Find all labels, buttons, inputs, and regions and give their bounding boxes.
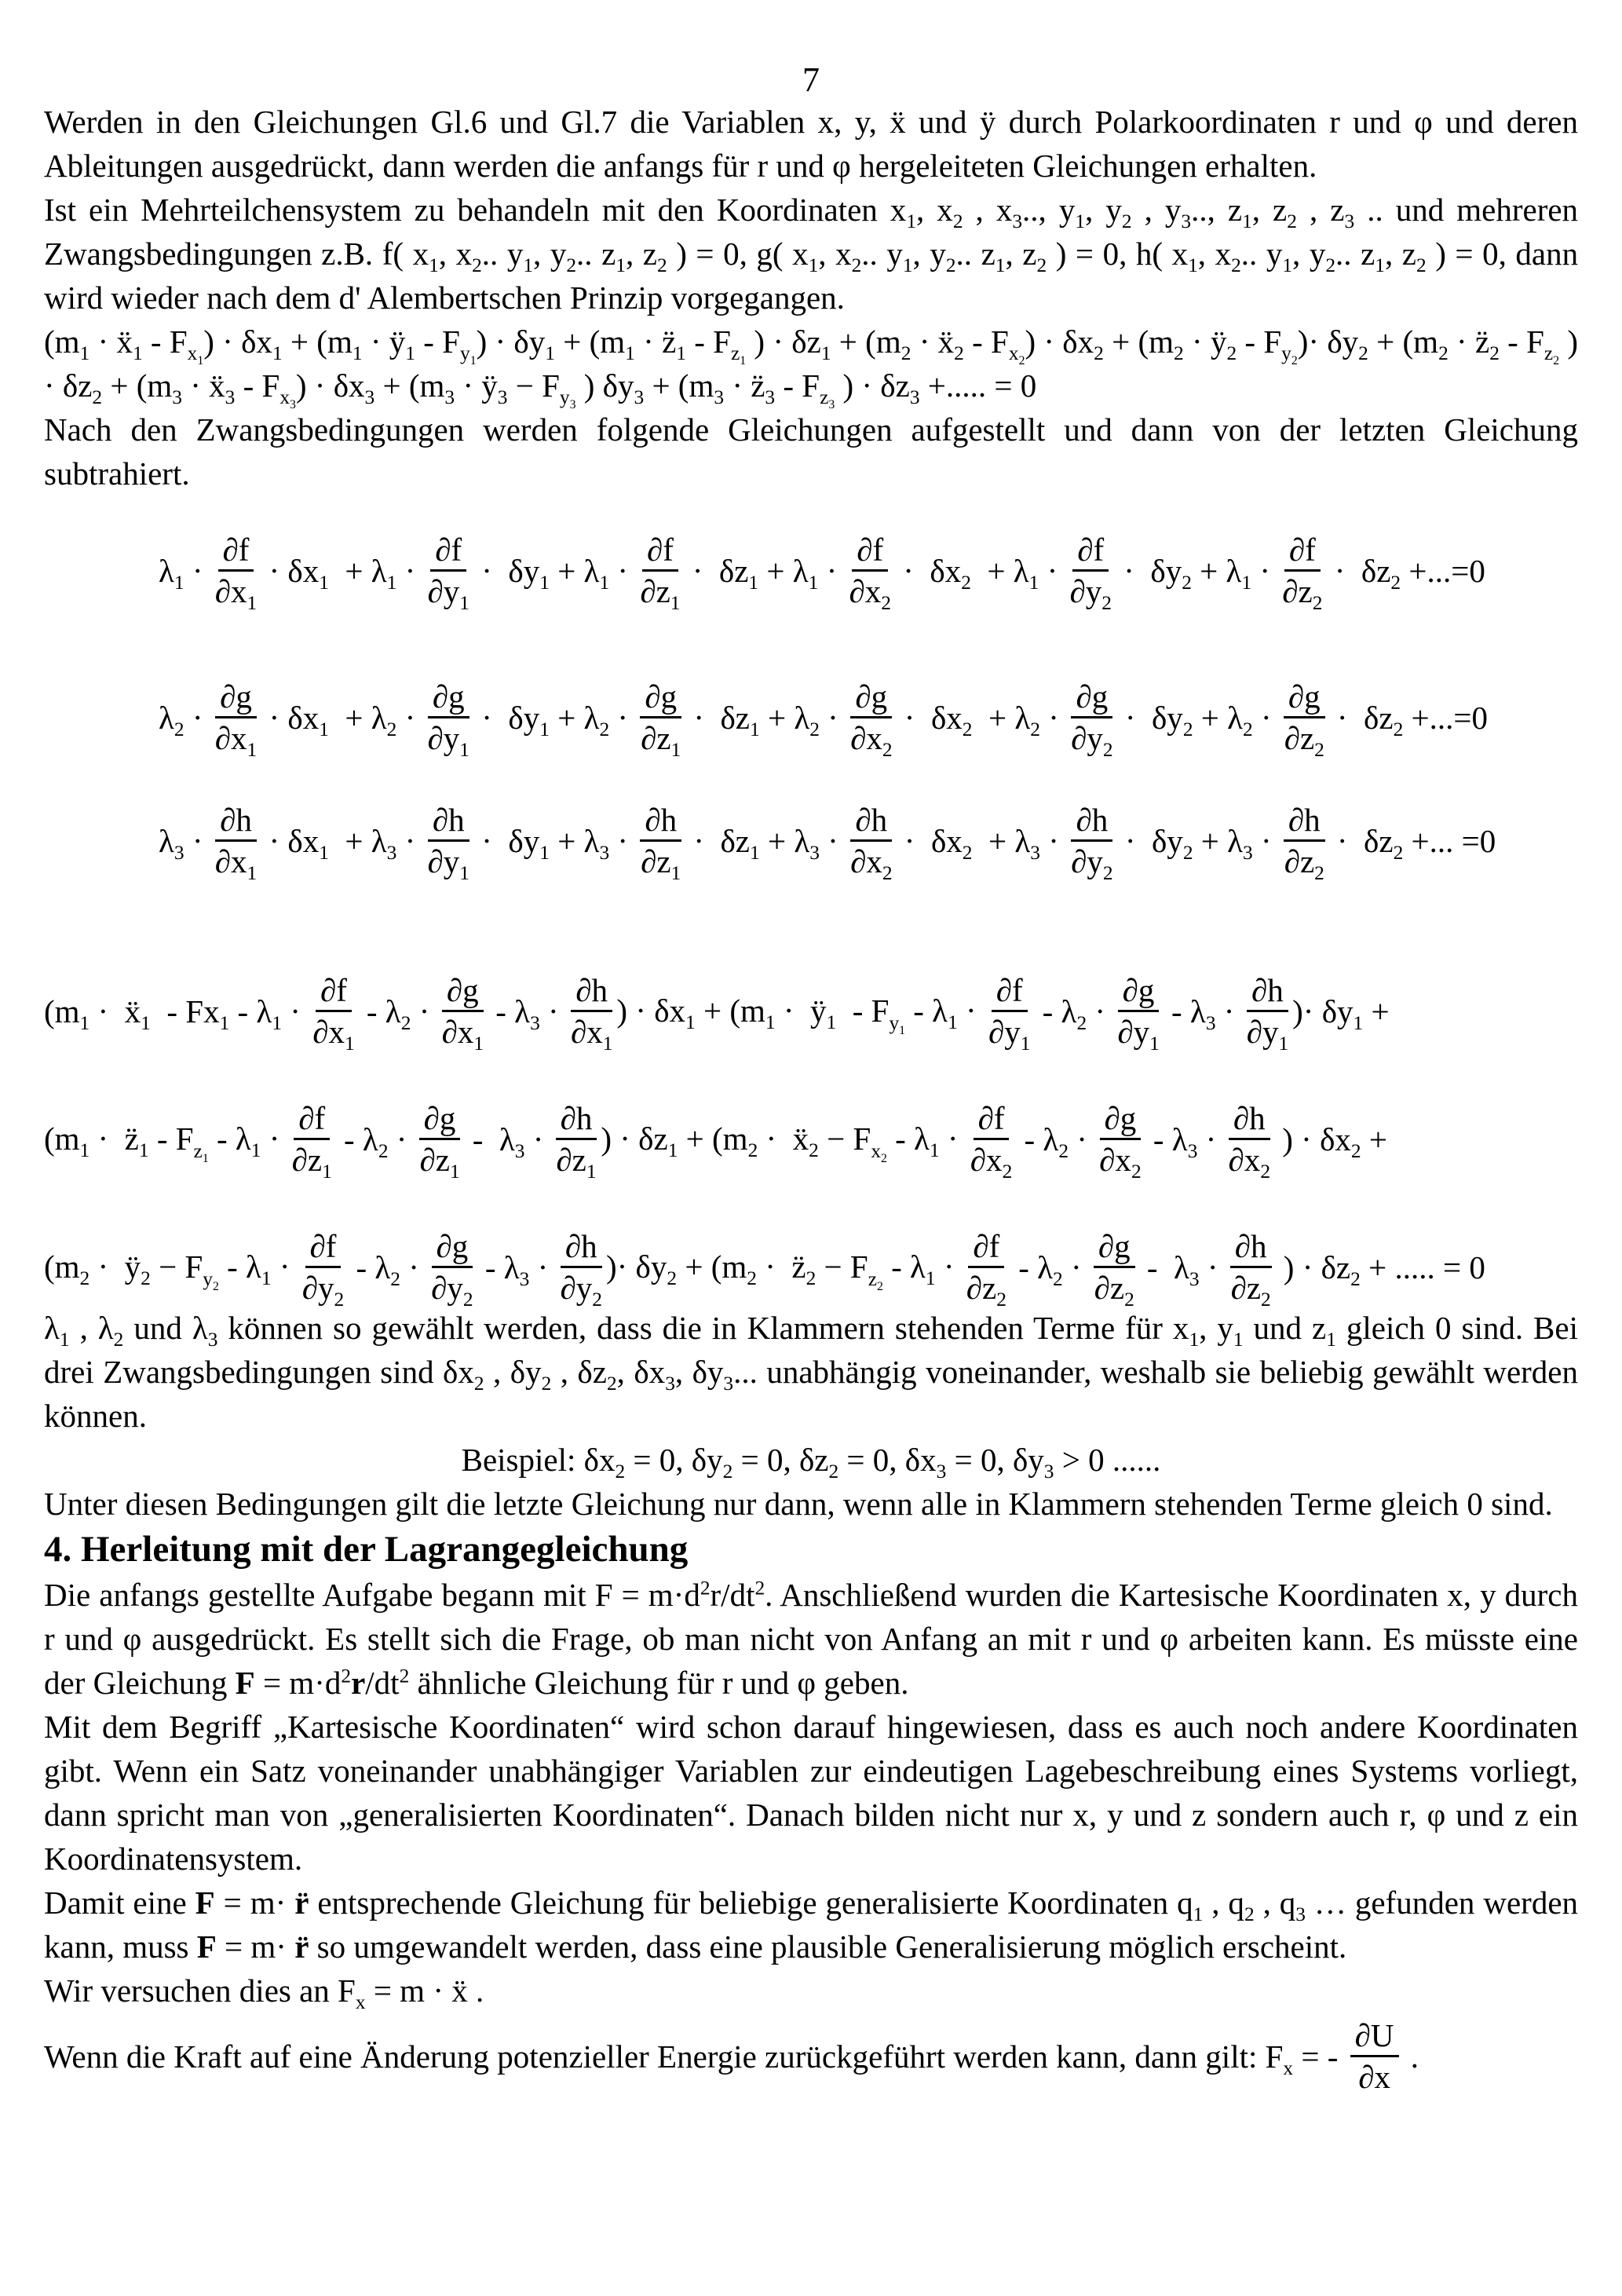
fraction: $\frac{\partial f}{\partial x_2}$ <box>970 1100 1013 1183</box>
fraction: $\frac{\partial h}{\partial x_2}$ <box>1228 1100 1271 1183</box>
paragraph-conclusion: Unter diesen Bedingungen gilt die letzte Gleichung nur dann, wenn alle in Klammern stehenden Terme gleich 0 sind. <box>44 1486 1553 1522</box>
fraction: $\frac{\partial g}{\partial z_1}$ <box>641 678 681 762</box>
fraction: $\frac{\partial f}{\partial y_2}$ <box>301 1228 345 1311</box>
fraction: $\frac{\partial g}{\partial x_1}$ <box>441 972 484 1055</box>
fraction: $\frac{\partial f}{\partial y_1}$ <box>988 972 1031 1055</box>
paragraph-attempt-fx: Wir versuchen dies an $F_x = m$ · ẍ . <box>44 1972 484 2014</box>
fraction: $\frac{\partial h}{\partial x_1}$ <box>214 802 258 885</box>
fraction: $\frac{\partial h}{\partial y_1}$ <box>427 802 469 885</box>
fraction: $\frac{\partial h}{\partial y_2}$ <box>560 1228 602 1311</box>
fraction: $\frac{\partial h}{\partial z_2}$ <box>1230 1228 1271 1311</box>
fraction: $\frac{\partial h}{\partial x_2}$ <box>850 802 893 885</box>
fraction: $\frac{\partial f}{\partial x_1}$ <box>214 532 258 615</box>
equation-potential-energy: Wenn die Kraft auf eine Änderung potenzieller Energie zurückgeführt werden kann, dann gilt: $F_x$ = - $\frac{\partial U}{\partial x}$ . <box>44 2017 1419 2095</box>
fraction: $\frac{\partial g}{\partial x_2}$ <box>850 678 893 762</box>
fraction: $\frac{\partial g}{\partial x_2}$ <box>1099 1100 1142 1183</box>
fraction: $\frac{\partial g}{\partial y_2}$ <box>431 1228 473 1311</box>
fraction: $\frac{\partial f}{\partial z_2}$ <box>966 1228 1006 1311</box>
fraction: $\frac{\partial h}{\partial x_1}$ <box>570 972 613 1055</box>
fraction: $\frac{\partial f}{\partial z_2}$ <box>1282 532 1323 615</box>
paragraph-beispiel: Beispiel: $\delta x_2 = 0$, $\delta y_2 = 0$, $\delta z_2 = 0$, $\delta x_3 = 0$, $\delta y_3 > 0$ ...... <box>461 1442 1161 1483</box>
equation-dalembert: ($m_1$ · ẍ$_1$ - $F_{x_1}) \cdot \delta x_1 + (m_1$ · $ÿ_1 - F_{y_1}) \cdot \delta y_1 + (m_1$ · $z̈_1 - F_{z_1}$ ) · $\delta z_1 + (m_2$ · ẍ$_2$ - $F_{x_2}) \cdot \delta x_2 + (m_2$ · $ÿ_2 - F_{y_2})\cdot \delta y_2 + (m_2$ · $z̈_2 - F_{z_2}$ ) · $\delta z_2 + (m_3$ · ẍ$_3$ - $F_{x_3}) \cdot \delta x_3 + (m_3$ · $ÿ_3 - F_{y_3}$ ) $\delta y_3 + (m_3$ · $z̈_3 - F_{z_3}$ ) · $\delta z_3$ +..... = 0 <box>44 324 1578 412</box>
paragraph-multiparticle-system: Ist ein Mehrteilchensystem zu behandeln mit den Koordinaten $x_1$, $x_2$ , $x_3$.., $y_1$, $y_2$ , $y_3$.., $z_1$, $z_2$ , $z_3$ .. und mehreren Zwangsbedingungen z.B. f( $x_1$, $x_2$.. $y_1$, $y_2$.. $z_1$, $z_2$ ) = 0, g( $x_1$, $x_2$.. $y_1$, $y_2$.. $z_1$, $z_2$ ) = 0, h( $x_1$, $x_2$.. $y_1$, $y_2$.. $z_1$, $z_2$ ) = 0, dann wird wieder nach dem d' Alembertschen Prinzip vorgegangen. <box>44 192 1579 316</box>
paragraph-generalization: Damit eine F = m· r̈ entsprechende Gleichung für beliebige generalisierte Koordinaten $q_1$ , $q_2$ , $q_3$ … gefunden werden kann, muss F = m· r̈ so umgewandelt werden, dass eine plausible Generalisierung möglich erscheint. <box>44 1885 1579 1965</box>
equation-combined-line2: ($m_1$ · $z̈_1 - F_{z_1} - \lambda_1$ · $\frac{\partial f}{\partial z_1}$ - $\lambda_2$ · $\frac{\partial g}{\partial z_1}$ - $\lambda_3$ · $\frac{\partial h}{\partial z_1}$ ) · $\delta z_1 + (m_2$ · ẍ$_2$ − $F_{x_2} - \lambda_1$ · $\frac{\partial f}{\partial x_2}$ - $\lambda_2$ · $\frac{\partial g}{\partial x_2}$ - $\lambda_3$ · $\frac{\partial h}{\partial x_2}$ ) · $\delta x_2$ + <box>44 1100 1387 1183</box>
fraction: $\frac{\partial g}{\partial y_1}$ <box>427 678 469 762</box>
fraction: $\frac{\partial h}{\partial y_1}$ <box>1246 972 1289 1055</box>
paragraph-section4-intro: Die anfangs gestellte Aufgabe begann mit $F = m\cdot d^2r/dt^2$. Anschließend wurden die Kartesische Koordinaten x, y durch r und φ ausgedrückt. Es stellt sich die Frage, ob man nicht von Anfang an mit r und φ arbeiten kann. Es müsste eine der Gleichung $F = m\cdot d^2r/dt^2$ ähnliche Gleichung für r und φ geben. <box>44 1577 1579 1701</box>
fraction: $\frac{\partial f}{\partial x_2}$ <box>849 532 891 615</box>
page-number: 7 <box>802 60 820 99</box>
fraction: $\frac{\partial h}{\partial z_1}$ <box>556 1100 597 1183</box>
equation-lambda3: $\lambda_3$ · $\frac{\partial h}{\partial x_1}$ · $\delta x_1 + \lambda_3$ · $\frac{\partial h}{\partial y_1}$ · $\delta y_1 + \lambda_3$ · $\frac{\partial h}{\partial z_1}$ · $\delta z_1 + \lambda_3$ · $\frac{\partial h}{\partial x_2}$ · $\delta x_2 + \lambda_3$ · $\frac{\partial h}{\partial y_2}$ · $\delta y_2 + \lambda_3$ · $\frac{\partial h}{\partial z_2}$ · $\delta z_2$ +... =0 <box>159 802 1496 885</box>
fraction: $\frac{\partial h}{\partial z_2}$ <box>1284 802 1324 885</box>
equation-lambda1: $\lambda_1$ · $\frac{\partial f}{\partial x_1}$ · $\delta x_1 + \lambda_1$ · $\frac{\partial f}{\partial y_1}$ · $\delta y_1 + \lambda_1$ · $\frac{\partial f}{\partial z_1}$ · $\delta z_1 + \lambda_1$ · $\frac{\partial f}{\partial x_2}$ · $\delta x_2 + \lambda_1$ · $\frac{\partial f}{\partial y_2}$ · $\delta y_2 + \lambda_1$ · $\frac{\partial f}{\partial z_2}$ · $\delta z_2 +...=0$ <box>159 532 1485 615</box>
fraction: $\frac{\partial g}{\partial z_2}$ <box>1094 1228 1134 1311</box>
fraction: $\frac{\partial g}{\partial y_1}$ <box>1117 972 1160 1055</box>
fraction: $\frac{\partial h}{\partial z_1}$ <box>641 802 681 885</box>
fraction: $\frac{\partial f}{\partial x_1}$ <box>312 972 355 1055</box>
fraction: $\frac{\partial h}{\partial y_2}$ <box>1071 802 1113 885</box>
fraction: $\frac{\partial g}{\partial z_1}$ <box>419 1100 460 1183</box>
fraction: $\frac{\partial f}{\partial z_1}$ <box>291 1100 332 1183</box>
fraction: $\frac{\partial f}{\partial y_1}$ <box>427 532 469 615</box>
section-heading-lagrange: 4. Herleitung mit der Lagrangegleichung <box>44 1529 689 1570</box>
paragraph-intro: Werden in den Gleichungen Gl.6 und Gl.7 die Variablen x, y, ẍ und ÿ durch Polarkoordinaten r und φ und deren Ableitungen ausgedrückt, dann werden die anfangs für r und φ hergeleiteten Gleichungen erhalten. <box>44 104 1578 184</box>
equation-combined-line1: ($m_1$ · ẍ$_1$ - $Fx_1 - \lambda_1$ · $\frac{\partial f}{\partial x_1}$ - $\lambda_2$ · $\frac{\partial g}{\partial x_1}$ - $\lambda_3$ · $\frac{\partial h}{\partial x_1}$ ) · $\delta x_1 + (m_1$ · $ÿ_1 - F_{y_1} - \lambda_1$ · $\frac{\partial f}{\partial y_1}$ - $\lambda_2$ · $\frac{\partial g}{\partial y_1}$ - $\lambda_3$ · $\frac{\partial h}{\partial y_1}$ )· $\delta y_1$ + <box>44 972 1390 1055</box>
equation-lambda2: $\lambda_2$ · $\frac{\partial g}{\partial x_1}$ · $\delta x_1 + \lambda_2$ · $\frac{\partial g}{\partial y_1}$ · $\delta y_1 + \lambda_2$ · $\frac{\partial g}{\partial z_1}$ · $\delta z_1 + \lambda_2$ · $\frac{\partial g}{\partial x_2}$ · $\delta x_2 + \lambda_2$ · $\frac{\partial g}{\partial y_2}$ · $\delta y_2 + \lambda_2$ · $\frac{\partial g}{\partial z_2}$ · $\delta z_2 +...=0$ <box>159 678 1489 762</box>
paragraph-generalized-coordinates: Mit dem Begriff „Kartesische Koordinaten“ wird schon darauf hingewiesen, dass es auch noch andere Koordinaten gibt. Wenn ein Satz voneinander unabhängiger Variablen zur eindeutigen Lagebeschreibung eines Systems vorliegt, dann spricht man von „generalisierten Koordinaten“. Danach bilden nicht nur x, y und z sondern auch r, φ und z ein Koordinatensystem. <box>44 1709 1578 1877</box>
paragraph-lambda-choice: $\lambda_1$ , $\lambda_2$ und $\lambda_3$ können so gewählt werden, dass die in Klammern stehenden Terme für $x_1$, $y_1$ und $z_1$ gleich 0 sind. Bei drei Zwangsbedingungen sind $\delta x_2$ , $\delta y_2$ , $\delta z_2$, $\delta x_3$, $\delta y_3$... unabhängig voneinander, weshalb sie beliebig gewählt werden können. <box>44 1310 1578 1434</box>
equation-combined-line3: ($m_2$ · $ÿ_2 - F_{y_2} - \lambda_1$ · $\frac{\partial f}{\partial y_2}$ - $\lambda_2$ · $\frac{\partial g}{\partial y_2}$ - $\lambda_3$ · $\frac{\partial h}{\partial y_2}$ )· $\delta y_2 + (m_2$ · $z̈_2 - F_{z_2} - \lambda_1$ · $\frac{\partial f}{\partial z_2}$ - $\lambda_2$ · $\frac{\partial g}{\partial z_2}$ - $\lambda_3$ · $\frac{\partial h}{\partial z_2}$ ) · $\delta z_2$ + ..... = 0 <box>44 1228 1485 1311</box>
fraction: $\frac{\partial g}{\partial x_1}$ <box>214 678 258 762</box>
fraction: $\frac{\partial g}{\partial z_2}$ <box>1284 678 1324 762</box>
fraction: $\frac{\partial g}{\partial y_2}$ <box>1071 678 1113 762</box>
paragraph-constraint-equations: Nach den Zwangsbedingungen werden folgende Gleichungen aufgestellt und dann von der letzten Gleichung subtrahiert. <box>44 411 1578 492</box>
fraction: $\frac{\partial U}{\partial x}$ <box>1350 2017 1399 2095</box>
fraction: $\frac{\partial f}{\partial z_1}$ <box>640 532 681 615</box>
fraction: $\frac{\partial f}{\partial y_2}$ <box>1069 532 1112 615</box>
